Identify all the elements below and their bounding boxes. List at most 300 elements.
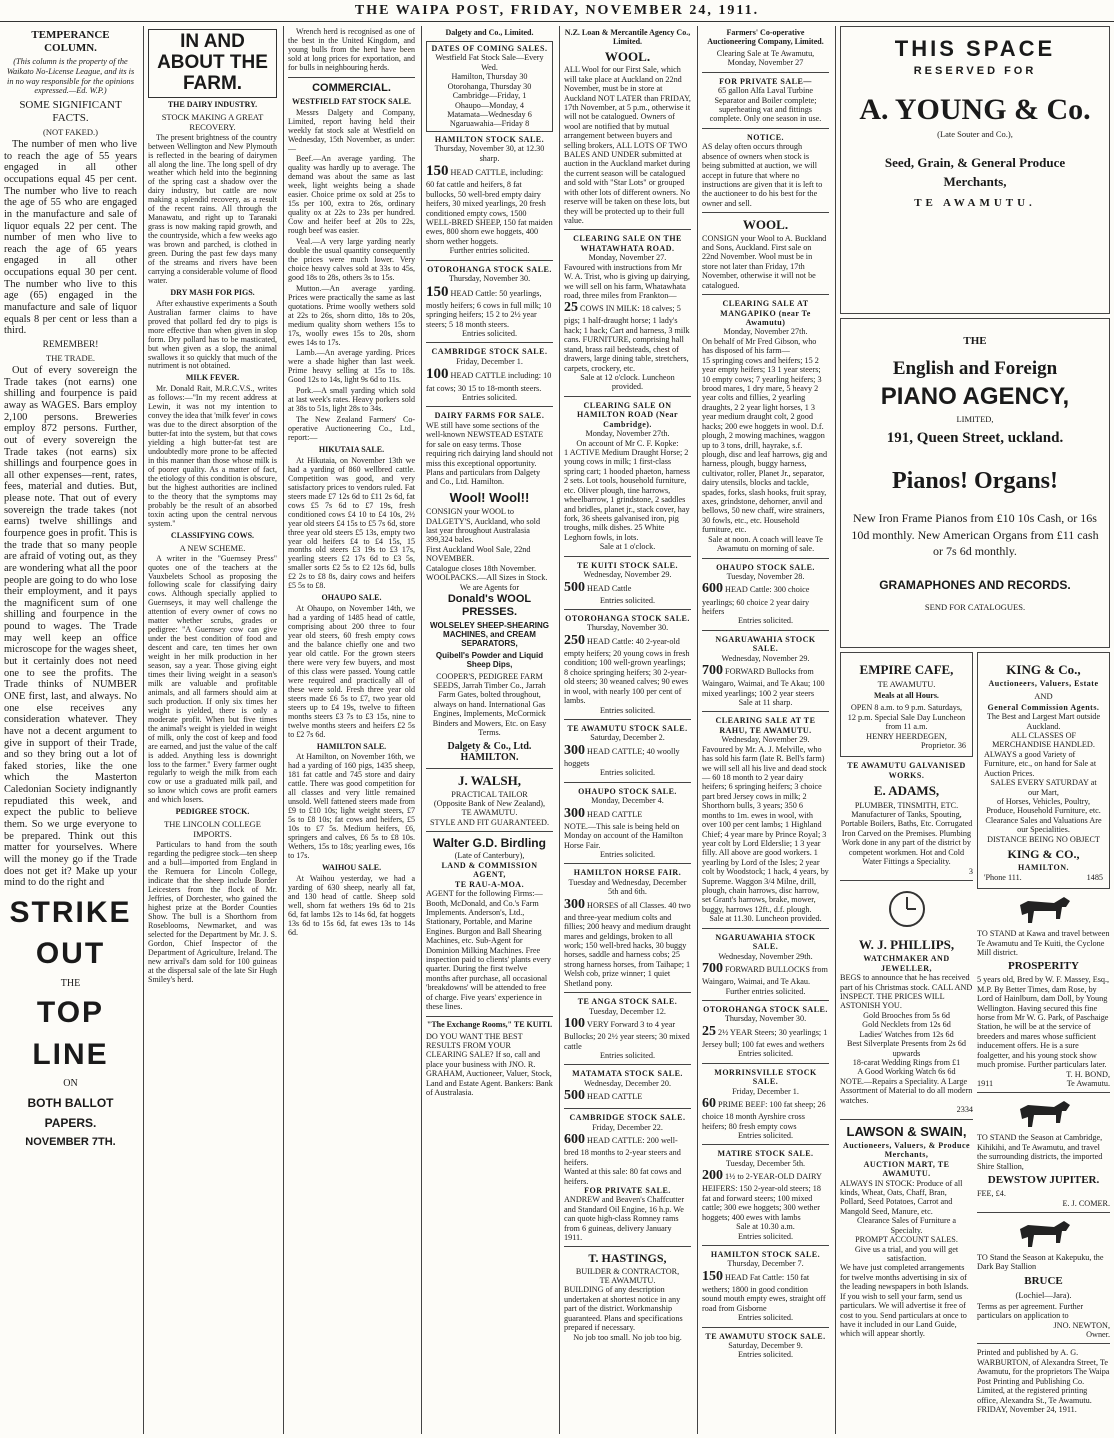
teawa-desc: HEAD CATTLE; 40 woolly hoggets: [564, 746, 680, 768]
lawson-body: ALWAYS IN STOCK: Produce of all kinds, Wheat, Oats, Chaff, Bran, Pollard, Seed Potatoes, Carrot and Mangold Seed, Manure, etc.: [840, 1178, 963, 1216]
f-hamilton-count: 150: [702, 1268, 723, 1284]
strike-word: STRIKE: [9, 895, 132, 929]
classify-subheading: A NEW SCHEME.: [179, 542, 246, 553]
tekuiti-count: 500: [564, 579, 585, 595]
empire-town: TE AWAMUTU.: [877, 679, 936, 690]
teawa-count: 300: [564, 742, 585, 758]
matire-foot: Sale at 10.30 a.m.: [736, 1222, 795, 1232]
whata-heading: CLEARING SALE ON THE WHATAWHATA ROAD.: [573, 234, 682, 253]
whata-date: Monday, November 27.: [588, 253, 667, 263]
remember-heading: REMEMBER!: [42, 339, 99, 350]
tekuiti-date: Wednesday, November 29.: [583, 570, 672, 580]
piano-prices: New Iron Frame Pianos from £10 10s Cash, or 16s 10d monthly. New American Organs from £11 cash or 7s 6d monthly.: [851, 510, 1099, 559]
westfield-line: Westfield Fat Stock Sale—Every Wed.: [435, 53, 544, 72]
king-town: HAMILTON.: [1018, 863, 1069, 873]
prosperity-name: PROSPERITY: [1008, 960, 1079, 973]
phillips-body: BEGS to announce that he has received part of his Christmas stock. CALL AND INSPECT. THE PRICES WILL ASTONISH YOU.: [840, 973, 973, 1011]
hamroad-desc: 1 ACTIVE Medium Draught Horse; 2 young cows in milk; 1 first-class spring cart; 1 hooded phaeton, harness 2 sets. Lot tools, household furniture, etc. Oliver plough, tine harrows, wheelbarrow, 1 grindstone, 2 saddles and bridles, planet jr., stack cover, hay fork, 36 sheets galvanised iron, pig troughs, milk dishes. 25 White Leghorn fowls, in lots.: [564, 448, 690, 542]
pianos-organs: Pianos! Organs!: [891, 468, 1058, 495]
hamroad-date: Monday, November 27th.: [585, 429, 670, 439]
dewstow-name: DEWSTOW JUPITER.: [987, 1174, 1100, 1187]
piano-the: THE: [963, 335, 987, 347]
galv-name: E. ADAMS,: [873, 783, 940, 799]
piano-limited: LIMITED,: [956, 413, 994, 424]
king-clearance: Clearance Sales and Valuations Are our Specialities.: [985, 815, 1102, 835]
sale-date-6: Ngaruawahia—Friday 8: [449, 119, 530, 129]
wool-sale: First Auckland Wool Sale, 22nd NOVEMBER.: [426, 544, 531, 564]
f-ohaupo-heading: OHAUPO STOCK SALE.: [716, 562, 815, 572]
cambridge-sale-desc: HEAD CATTLE including: 10 fat cows; 30 15 to 18-month steers.: [426, 371, 552, 393]
milk-body: Mr. Donald Rait, M.R.C.V.S., writes as follows:—"In my recent address at Lewin, it was not my intention to convey the idea that 'milk fever' in cows was due to the direct absorption of the butter-fat into the system, but that cows yielding a high butter-fat test are undoubtedly more prone to be affected in this manner than those whose milk is of poorer quality. As a matter of fact, the etiology of this condition is obscure, but the highest authorities are inclined to the theory that the symptoms may probably be the result of an absorbed toxin acting upon the central nervous system.": [148, 384, 277, 528]
dip-rest: COOPER'S, PEDIGREE FARM SEEDS, Jarrah Timber Co., Jarrah Farm Gates, bolted throughout, always on hand. International Gas Engines, Implements, McCormick Binders and Mowers, Etc. on Easy Terms.: [432, 671, 547, 738]
f-teawa-date: Saturday, December 9.: [728, 1341, 803, 1350]
quibell-dips: Quibell's Powder and Liquid Sheep Dips,: [435, 650, 544, 669]
ngarua-foot: Sale at 11 sharp.: [738, 698, 793, 708]
facts-subtitle: (NOT FAKED.): [43, 127, 98, 137]
matamata-count: 500: [564, 1088, 585, 1104]
king-always: ALWAYS a good Variety of Furniture, etc., on hand for Sale at Auction Prices.: [984, 749, 1097, 778]
otorohanga-sale-desc: HEAD Cattle: 50 yearlings, mostly heifers; 6 cows in full milk; 10 springing heifers; 15 2 to 2½ year steers; 5 18 month steers.: [426, 288, 552, 329]
king-of: of Horses, Vehicles, Poultry, Produce, Household Furniture, etc.: [986, 797, 1101, 816]
wool-body: CONSIGN your WOOL to DALGETY'S, Auckland, who sold last year throughout Australasia 399,324 bales.: [426, 507, 541, 545]
tekuiti-desc: HEAD Cattle: [587, 583, 632, 593]
otor-heading: OTOROHANGA STOCK SALE.: [565, 614, 690, 624]
king-distance: DISTANCE BEING NO OBJECT: [987, 834, 1100, 844]
empire-ad: [840, 652, 973, 757]
exchange-heading: "The Exchange Rooms," TE KUITI.: [426, 1019, 553, 1029]
mangapiko-foot: Sale at noon. A coach will leave Te Awamutu on morning of sale.: [708, 534, 823, 554]
king-classes: ALL CLASSES OF MERCHANDISE HANDLED.: [992, 731, 1095, 750]
nzloan-wool-heading: WOOL.: [604, 48, 651, 64]
matire-date: Tuesday, December 5th.: [725, 1158, 806, 1168]
phillips-note: NOTE.—Repairs a Speciality. A Large Assortment of Material to do all modern watches.: [840, 1076, 973, 1105]
top-word: TOP: [36, 996, 105, 1030]
trade-body: Out of every sovereign the Trade takes (not earns) one shilling and fourpence is paid away as WAGES. Bars employ 2,100 persons. Breweries employ 872 persons. Further, out of every sovereign the Trade takes (not earns) six shillings and fourpence goes in all other expenses—rent, rates, fees, material and duties. But, please note. That out of every sovereign the trade takes (not earns) twelve shillings and fourpence goes in profit. This is the trade that so many people are afraid of voting out, as they are wondering what all the poor people are going to do who lose their employment, and it pays the magnificent sum of one shilling and fourpence in the pound to wages. The Trade may well keep an office microscope for the wages sheet, but it certainly does not need one to see the profits. The Trade thinks of NUMBER ONE first, last, and always. No one else receives any consideration whatever. They have not a decent argument to give in support of their Trade, and so they bring out a lot of faked stories, like the one which the Masterton Caledonian Society indignantly repudiated this week, and expect the public to believe them. So we urge everyone to be prepared. Think out this matter for yourselves. Where will the money go if the Trade does not get it? Make up your mind to do the right and: [4, 365, 138, 889]
hamilton-body: At Hamilton, on November 16th, we had a yarding of 160 pigs, 1435 sheep, 181 fat cattle and 745 store and dairy cattle. There was good competition for all classes and very little remained unsold. Well fattened steers made from £9 to £10 10s; light weight steers, £7 5s to £8 10s; fat cows and heifers, £5 10s to £7 5s. Medium heifers, £6, springers and calves, £6 5s to £8 10s. Wethers, 15s to 18s; yearling ewes, 16s to 17s.: [288, 752, 415, 860]
birdling-role: LAND & COMMISSION AGENT,: [441, 860, 538, 880]
ballot-line: BOTH BALLOT: [27, 1096, 114, 1110]
mutton-report: Mutton.—An average yarding. Prices were practically the same as last quotations. Prime woolly wethers sold at 22s to 26s, shorn ditto, 18s to 20s, medium quality shorn wethers 15s to 17s, woolly ewes 15s to 20s, shorn ewes 14s to 17s.: [288, 283, 415, 347]
piano-agency-name: English and Foreign: [892, 357, 1058, 379]
otorohanga-sale-foot: Entries solicited.: [461, 329, 518, 339]
horse-fair-count: 300: [564, 896, 585, 912]
otorohanga-sale-heading: OTOROHANGA STOCK SALE.: [427, 264, 552, 274]
prosperity-body: 5 years old, Bred by W. F. Massey, Esq., M.P. By Better Times, dam Rose, by Lord of Hainlburn, dam Doll, by Young Wellington. Having secured this fine horse from Mr W. G. Park, of Paschaige Station, he will be at the service of breeders and mares whose sufficient inducement offers. He is a sure foalgetter, and his young stock show much promise. Further particulars later.: [977, 975, 1110, 1070]
bruce-terms: Terms as per agreement. Further particulars on application to: [977, 1301, 1084, 1321]
pork-report: Pork.—A small yarding which sold at last week's rates. Heavy porkers sold at 38s to 51s, light 28s to 34s.: [288, 386, 415, 414]
hastings-body: BUILDING of any description undertaken at shortest notice in any part of the district. Workmanship guaranteed. Plans and specifications prepared if necessary.: [564, 1285, 683, 1333]
matamata-date: Wednesday, December 20.: [583, 1078, 671, 1088]
cambridge2-count: 600: [564, 1132, 585, 1148]
matire-foot-2: Entries solicited.: [737, 1231, 794, 1241]
king-ad: [977, 652, 1110, 889]
matire-count: 200: [702, 1168, 723, 1184]
veal-report: Veal.—A very large yarding nearly double the usual quantity consequently the prices were much lower. Very choice heavy calves sold at 33s to 45s, good 18s to 28s, others 3s to 15s.: [288, 237, 415, 282]
teawa-heading: TE AWAMUTU STOCK SALE.: [567, 723, 688, 733]
sale-date-1: Hamilton, Thursday 30: [451, 72, 528, 82]
king-sales: SALES EVERY SATURDAY at our Mart,: [990, 778, 1097, 797]
dalgety-heading: Dalgety and Co., Limited.: [445, 28, 534, 37]
otor-date: Thursday, November 30.: [586, 623, 669, 633]
dairy-farms-body: WE still have some sections of the well-known NEWSTEAD ESTATE for sale on easy terms. Those requiring rich dairying land should not miss this exceptional opportunity. Plans and particulars from Dalgety and Co., Ltd. Hamilton.: [426, 420, 553, 487]
hamilton-sale-foot: Further entries solicited.: [449, 246, 530, 256]
otorohanga-sale-date: Thursday, November 30.: [448, 274, 531, 284]
teawa-foot: Entries solicited.: [599, 768, 656, 778]
f-ohaupo-desc: HEAD Cattle: 300 choice yearlings; 60 choice 2 year dairy heifers: [702, 585, 810, 616]
tanga-desc: VERY Forward 3 to 4 year Bullocks; 20 2½ year steers; 30 mixed cattle: [564, 1019, 690, 1051]
empire-num: 36: [957, 740, 966, 750]
mangapiko-date: Monday, November 27th.: [723, 327, 808, 337]
walsh-trade: PRACTICAL TAILOR: [451, 789, 528, 799]
nzloan-wool-body: ALL Wool for our First Sale, which will take place at Auckland on 22nd November, must be in store at Auckland NOT LATER than FRIDAY, 17th November, at 5 p.m., otherwise it will not be catalogued. Owners of wool are notified that by mutual arrangement between buyers and selling brokers, ALL LOTS OF TWO BALES AND UNDER submitted at auction in the Auckland market during the current season will be catalogued and sold with "Star Lots" or grouped with other lots of different owners. No reserve will be taken on these lots, but they will be protected up to their full value.: [564, 65, 691, 225]
f-hamilton-heading: HAMILTON STOCK SALE.: [710, 1249, 821, 1259]
farmers-heading: Farmers' Co-operative Auctioneering Company, Limited.: [707, 28, 824, 46]
dewstow-owner: E. J. COMER.: [1062, 1198, 1110, 1208]
otor-count: 250: [564, 632, 585, 648]
prosperity-year: 1911: [977, 1079, 994, 1089]
f-hamilton-foot: Entries solicited.: [737, 1313, 794, 1323]
ngarua-desc: FORWARD Bullocks from Waingaro, Waimai, and Te Akau; 100 mixed yearlings; 100 2 year steers: [702, 667, 825, 698]
young-late: (Late Souter and Co.),: [937, 129, 1013, 140]
walsh-name: J. WALSH,: [458, 773, 521, 789]
teawa-date: Saturday, December 2.: [590, 733, 665, 743]
tanga-date: Tuesday, December 12.: [589, 1006, 666, 1016]
cambridge2-desc: HEAD CATTLE: 200 well-bred 18 months to 2-year steers and heifers.: [564, 1136, 681, 1167]
otor-foot: Entries solicited.: [599, 705, 656, 715]
dates-heading: DATES OF COMING SALES.: [431, 43, 548, 53]
classify-heading: CLASSIFYING COWS.: [170, 530, 255, 540]
birdling-name: Walter G.D. Birdling: [433, 836, 546, 851]
imprint: Printed and published by A. G. WARBURTON, of Alexandra Street, Te Awamutu, for the proprietors The Waipa Post Printing and Publishing Co. Limited, at the registered printing office, Alexandra St., Te Awamutu. FRIDAY, November 24, 1911.: [977, 1348, 1110, 1414]
phillips-item: 18-carat Wedding Rings from £1: [852, 1057, 961, 1067]
hastings-role: BUILDER & CONTRACTOR,: [575, 1266, 680, 1276]
farmers-clear-teawa: Clearing Sale at Te Awamutu, Monday, November 27: [716, 48, 815, 68]
sale-date-5: Matamata—Wednesday 6: [447, 109, 532, 119]
f-hamilton-date: Thursday, December 7.: [727, 1259, 804, 1269]
young-town: TE AWAMUTU.: [914, 196, 1036, 209]
morrins-desc: PRIME BEEF: 100 fat sheep; 26 choice 18 month Ayrshire cross heifers; 80 fresh empty cows: [702, 1100, 826, 1131]
f-teawa-heading: TE AWAMUTU STOCK SALE.: [705, 1331, 826, 1341]
ohaupo-body: At Ohaupo, on November 14th, we had a yarding of 1485 head of cattle, comprising about 200 three to four year old steers, 60 fresh empty cows and the balance chiefly one and two year old cattle. For the grown steers there were very few buyers, and most of this class were passed. Young cattle were required and practically all of these were sold. Fresh three year old steers made £6 5s to £7, two year old steers up to £4 19s, twelve to fifteen months steers £3 7s to £3 15s, nine to twelve months steers and heifers £2 5s to £2 7s 6d.: [288, 604, 415, 739]
piano-ad: [840, 318, 1110, 648]
morrins-count: 60: [702, 1096, 716, 1112]
facts-title: SOME SIGNIFICANT FACTS.: [19, 99, 122, 125]
mangapiko-heading: CLEARING SALE AT MANGAPIKO (near Te Awamutu): [720, 299, 811, 327]
whata-foot: Sale at 12 o'clock. Luncheon provided.: [580, 373, 675, 392]
waihou-body: At Waihou yesterday, we had a yarding of 630 sheep, nearly all fat, and 130 head of cattle. Sheep sold well, shorn fat wethers 19s 6d to 21s 6d, fat lambs 12s to 14s 6d, fat hoggets 13s 6d to 15s 6d, fat ewes 13s to 14s 6d.: [288, 873, 415, 937]
cambridge-sale-count: 100: [426, 366, 449, 383]
wool-heading: Wool! Wool!!: [449, 489, 530, 505]
sale-date-4: Ohaupo—Monday, 4: [454, 100, 525, 110]
column-farmers: [697, 26, 833, 1434]
farm-heading: IN AND ABOUT THE FARM.: [148, 29, 277, 98]
f-hamilton-desc: HEAD Fat Cattle: 150 fat wethers; 1800 in good condition sound mouth empty ewes, straight off road from Gisborne: [702, 1272, 826, 1313]
young-trade: Seed, Grain, & General Produce: [884, 155, 1066, 171]
left-ads: [840, 652, 973, 1414]
piano-agency: PIANO AGENCY,: [880, 383, 1070, 411]
hamilton-heading: HAMILTON SALE.: [316, 741, 387, 751]
hikutaia-heading: HIKUTAIA SALE.: [318, 445, 385, 454]
westfield-heading: WESTFIELD FAT STOCK SALE.: [292, 96, 411, 106]
tanga-foot: Entries solicited.: [599, 1050, 656, 1060]
young-reserved: RESERVED FOR: [913, 64, 1037, 77]
f-ohaupo-foot: Entries solicited.: [737, 616, 794, 626]
young-ad: [840, 26, 1110, 314]
king-name: KING & Co.,: [1006, 662, 1081, 677]
send-catalogues: SEND FOR CATALOGUES.: [924, 602, 1026, 613]
galv-num: 3: [968, 866, 973, 876]
sale-date-3: Cambridge—Friday, 1: [452, 91, 527, 101]
milk-heading: MILK FEVER.: [185, 373, 240, 383]
woolpacks: WOOLPACKS.—All Sizes in Stock.: [426, 573, 548, 583]
phillips-item: Gold Brooches from 5s 6d: [863, 1010, 950, 1020]
bruce-owner: JNO. NEWTON,: [1053, 1320, 1110, 1330]
hamilton-sale-heading: HAMILTON STOCK SALE.: [434, 134, 545, 144]
f-otor-date: Thursday, November 30.: [724, 1014, 807, 1024]
walsh-addr: (Opposite Bank of New Zealand),: [433, 798, 546, 808]
westfield-body: Messrs Dalgety and Company, Limited, report having held their weekly fat stock sale at Westfield on Wednesday, 15th November, as under:—: [288, 107, 415, 153]
private-sale-heading: FOR PRIVATE SALE.: [584, 1185, 671, 1195]
horse-icon: [1014, 1097, 1074, 1131]
whata-count: 25: [564, 300, 578, 316]
farmers-wool-heading: WOOL.: [742, 217, 789, 233]
farmers-wool-body: CONSIGN your Wool to A. Buckland and Sons, Auckland. First sale on 22nd November. Wool must be in store not later than Friday, 17th November, otherwise it will not be catalogued.: [702, 233, 827, 290]
column-temperance: [0, 26, 141, 1434]
hamilton-sale-count: 150: [426, 163, 449, 180]
galv-body: Manufacturer of Tanks, Spouting, Portable Boilers, Baths, Etc. Corrugated Iron Carved on the Premises. Plumbing Work done in any part of the district by competent workmen. Hot and Cold Water Fittings a Speciality.: [840, 810, 973, 867]
hamroad-heading: CLEARING SALE ON HAMILTON ROAD (Near Cambridge).: [576, 400, 679, 429]
phillips-item: Best Silverplate Presents from 2s 6d upwards: [847, 1039, 966, 1058]
mangapiko-intro: On behalf of Mr Fred Gibson, who has disposed of his farm—: [702, 336, 817, 356]
walsh-town: TE AWAMUTU.: [461, 808, 518, 818]
horse-icon: [1014, 1217, 1074, 1251]
terahu-date: Wednesday, November 29.: [721, 735, 810, 745]
f-otor-count: 25: [702, 1023, 716, 1039]
catalogue-close: Catalogue closes 18th November.: [426, 563, 537, 573]
tekuiti-foot: Entries solicited.: [599, 595, 656, 605]
ngarua2-count: 700: [702, 961, 723, 977]
pedigree-subheading: THE LINCOLN COLLEGE IMPORTS.: [164, 819, 261, 840]
dewstow-fee: FEE, £4.: [977, 1189, 1006, 1199]
empire-owner: HENRY HEERDEGEN,: [866, 731, 947, 741]
sale-date-2: Otorohanga, Thursday 30: [447, 81, 532, 91]
king-num: 1485: [1086, 872, 1103, 882]
f-teawa-foot: Entries solicited.: [737, 1350, 794, 1360]
dairy-body: The present brightness of the country between Wellington and New Plymouth is reflected in the bearing of dairymen all along the line. The long spell of dry weather which held into the beginning of the spring cast a shadow over the dairy industry, but cattle are now making a splendid recovery, as a result of the recent rains. All through the Manawatu, and right up to Taranaki grass is now making rapid growth, and the countryside, which a few weeks ago was brown and parched, is clothed in green. During the past few days many of the streams and rivers have been carrying a considerable volume of flood water.: [148, 132, 277, 285]
cambridge-sale-heading: CAMBRIDGE STOCK SALE.: [431, 347, 548, 357]
bruce-intro: TO Stand the Season at Kakepuku, the Dark Bay Stallion: [977, 1252, 1104, 1272]
commercial-heading: COMMERCIAL.: [312, 81, 391, 94]
young-space: THIS SPACE: [894, 36, 1056, 61]
prosperity-town: Te Awamutu.: [1066, 1079, 1110, 1089]
lawson-clear: Clearance Sales of Furniture a Specialty.: [856, 1216, 957, 1235]
nzloan-heading: N.Z. Loan & Mercantile Agency Co., Limited.: [564, 28, 691, 46]
hamilton-sale-date: Thursday, November 30, at 12.30 sharp.: [434, 144, 545, 163]
ngarua2-desc: FORWARD BULLOCKS from Waingaro, Waimai, and Te Akau.: [702, 965, 828, 987]
pedigree-heading: PEDIGREE STOCK.: [175, 807, 250, 817]
king-and: AND: [1034, 690, 1053, 701]
young-name: A. YOUNG & Co.: [859, 92, 1091, 126]
king-phone: 'Phone 111.: [984, 872, 1022, 882]
right-ads: [977, 652, 1110, 1414]
f-otor-desc: 2½ YEAR Steers; 30 yearlings; 1 Jersey bull; 100 fat ewes and wethers: [702, 1027, 828, 1049]
wrench-paragraph: Wrench herd is recognised as one of the best in the United Kingdom, and young bulls from the herd have been sold at long prices for exportation, and for bulls in neighbouring herds.: [288, 27, 415, 72]
cambridge2-heading: CAMBRIDGE STOCK SALE.: [569, 1113, 686, 1123]
mash-body: After exhaustive experiments a South Australian farmer claims to have proved that pollard fed dry to pigs is more effective than when given in slop form. Dry pollard has to be masticated, but when given as a slop, the animal swallows it so quickly that much of the nutriment is not obtained.: [148, 298, 277, 371]
column-nzloan: [559, 26, 695, 1434]
clock-icon: [887, 889, 927, 929]
lawson-prompt: PROMPT ACCOUNT SALES.: [855, 1235, 958, 1245]
exchange-body: DO YOU WANT THE BEST RESULTS FROM YOUR CLEARING SALE? If so, call and place your business with JNO. R. GRAHAM, Auctioneer, Valuer, Stock, Land and Estate Agent. Bankers: Bank of Australasia.: [426, 1031, 553, 1098]
prosperity-owner: T. H. BOND,: [1066, 1069, 1110, 1079]
farmers-private-body: 65 gallon Alfa Laval Turbine Separator and Boiler complete; superheating vat and fittings complete. Only one season in use.: [709, 86, 822, 124]
lawson-role: Auctioneers, Valuers, & Produce Merchants,: [842, 1140, 971, 1160]
out-word: OUT: [35, 937, 106, 971]
hamroad-intro: On account of Mr C. F. Kopke:: [576, 438, 679, 448]
ohaupo-desc: HEAD CATTLE: [587, 809, 643, 819]
phillips-item: A Good Working Watch 6s 6d: [857, 1067, 956, 1077]
beef-report: Beef.—An average yarding. The quality was hardly up to average. The demand was about the same as last week, light weights being a shade easier. Choice prime ox sold at 25s to 15s per 100, extra to 26s, ordinary quality ox at 22s to 23s per hundred. Cow and heifer beef at 20s to 22s, rough beef was easier.: [288, 154, 415, 236]
column-ads: [835, 26, 1114, 1434]
ngarua2-date: Wednesday, November 29th.: [718, 951, 813, 961]
column-farm: [143, 26, 281, 1434]
lamb-report: Lamb.—An average yarding. Prices were a shade higher than last week. Prime heavy selling at 15s to 18s. Good 12s to 14s, light 9s 6d to 11s.: [288, 348, 415, 385]
hastings-town: TE AWAMUTU.: [599, 1276, 656, 1286]
f-otor-heading: OTOROHANGA STOCK SALE.: [703, 1004, 828, 1014]
farmers-private-heading: FOR PRIVATE SALE—: [719, 76, 812, 86]
on-word: ON: [63, 1078, 78, 1090]
classify-body: A writer in the "Guernsey Press" quotes one of the teachers at the Vauxbelets School as proposing the following scale for classifying dairy cows. Although specially applied to Guernseys, it may well challenge the attention of every owner of cows no matter whether scrubs, grades or pedigree: "A Guernsey cow can give under the best condition of food and descent and care, ten times her own weight in her milk production in her season, say a year. Those giving eight times their living weight in a season's milk are valuable and profitable animals, and all farmers should aim at such production. If only six times her weight is yielded, there is only a moderate profit. When but five times the animal's weight is yielded in weight of milk, only the cost of keep and food are earned, and just the value of the calf is added. Anything less is downright loss to the farmer." Every farmer ought regularly to weigh the milk from each cow or use a graduated milk pail, and so know which cows are profit earners and which losers.: [148, 553, 277, 805]
terahu-heading: CLEARING SALE AT TE RAHU, TE AWAMUTU.: [715, 716, 816, 735]
phillips-item: Ladies' Watches from 12s 6d: [859, 1029, 954, 1039]
nzfarmers-report: The New Zealand Farmers' Co-operative Auctioneering Co., Ltd., report:—: [288, 415, 415, 443]
phillips-name: W. J. PHILLIPS,: [858, 936, 955, 952]
farmers-notice-heading: NOTICE.: [746, 132, 785, 142]
trade-heading: THE TRADE.: [46, 353, 95, 363]
empire-meals: Meals at all Hours.: [874, 691, 939, 701]
column-dalgety: [421, 26, 557, 1434]
line-word: LINE: [32, 1037, 109, 1071]
dewstow-intro: TO STAND the Season at Cambridge, Kihikihi, and Te Awamutu, and travel the surrounding districts, the imported Shire Stallion,: [977, 1133, 1103, 1171]
date-line: NOVEMBER 7TH.: [25, 1136, 116, 1149]
tanga-count: 100: [564, 1015, 585, 1031]
cambridge-sale-foot: Entries solicited.: [461, 393, 518, 402]
temperance-heading: TEMPERANCE COLUMN.: [31, 29, 110, 54]
morrins-date: Friday, December 1.: [732, 1086, 799, 1096]
horse-icon: [1014, 893, 1074, 927]
ngarua2-foot: Further entries solicited.: [725, 986, 806, 996]
hastings-name: T. HASTINGS,: [588, 1251, 667, 1266]
birdling-late: (Late of Canterbury),: [454, 851, 525, 861]
empire-body: OPEN 8 a.m. to 9 p.m. Saturdays, 12 p.m. Special Sale Day Luncheon from 11 a.m.: [847, 703, 966, 732]
king-name2: KING & CO.,: [1007, 847, 1080, 862]
mash-heading: DRY MASH FOR PIGS.: [170, 287, 255, 297]
piano-address: 191, Queen Street, uckland.: [886, 429, 1064, 446]
f-ohaupo-count: 600: [702, 581, 723, 597]
terahu-foot: Sale at 11.30. Luncheon provided.: [709, 914, 822, 924]
horse-fair-heading: HAMILTON HORSE FAIR.: [573, 868, 682, 878]
ohaupo-heading: OHAUPO STOCK SALE.: [578, 786, 677, 796]
f-ohaupo-date: Tuesday, November 28.: [726, 572, 805, 581]
dairy-farms-heading: DAIRY FARMS FOR SALE.: [434, 411, 545, 421]
agents-for: We are Agents for: [459, 582, 520, 592]
ngarua2-heading: NGARUAWAHIA STOCK SALE.: [715, 932, 816, 952]
whata-intro: Favoured with instructions from Mr W. A. Trist, who is giving up dairying, we will sell on his farm, Whatawhata road, three miles from Frankton—: [564, 262, 690, 300]
private-sale-body: ANDREW and Beaven's Chaffcutter and Standard Oil Engine, 16 h.p. We can quote high-class Romney rams from 6 guineas, delivery January 1911.: [564, 1195, 685, 1243]
wolseley-machines: WOLSELEY SHEEP-SHEARING MACHINES, and CREAM SEPARATORS,: [430, 620, 549, 648]
donald-presses: Donald's WOOL PRESSES.: [447, 592, 532, 618]
matire-desc: 1½ to 2-YEAR-OLD DAIRY HEIFERS: 150 2-year-old steers; 18 fat and forward steers; 100 mixed cattle; 300 ewe hoggets; 300 wether hoggets; 400 ewes with lambs: [702, 1172, 822, 1222]
morrins-foot: Entries solicited.: [737, 1131, 794, 1141]
matamata-desc: HEAD CATTLE: [587, 1092, 643, 1102]
young-trade2: Merchants,: [943, 173, 1007, 189]
hikutaia-body: At Hikutaia, on November 13th we had a yarding of 860 wellbred cattle. Competition was good, and very satisfactory prices to vendors ruled. Fat steers made £7 12s 6d to £11 2s 6d, fat cows £5 7s 6d to £7 19s, fresh conditioned cows £4 10 to £4 10s, 2½ year old steers £4 15s to £5 7s 6d, store three year old steers £5 13s, empty two year old heifers £4 to £4 15s, 15 months old steers £3 19s to £3 17s, yearling steers £2 17s 6d to £3 5s, smaller sorts £2 5s to £2 12s 6d, bulls £2 2s to £8 8s, dairy cows and heifers £5 5s to £8.: [288, 455, 415, 591]
pedigree-body: Particulars to hand from the south regarding the pedigree stock—ten sheep and a bull—imported from England in the Remuera for Lincoln College, indicate that the sheep include Border Leicesters from the flock of Mr. Jeffries, of Dorchester, who gained the highest prize at the Border Counties Show. The bull is a Shorthorn from Roseblooms, Newmarket, and was selected for the Department by Mr. J. S. Gordon, Chief Inspector of the Department of Agriculture, Ireland. The new arrival's dam sold for 100 guineas at the dispersal sale of the late Sir Hugh Smiley's herd.: [148, 840, 277, 984]
dalgety-footer: Dalgety & Co., Ltd. HAMILTON.: [447, 740, 532, 764]
galv-trade: PLUMBER, TINSMITH, ETC.: [854, 800, 959, 810]
birdling-body: AGENT for the following Firms:— Booth, McDonald, and Co.'s Farm Implements. Anderson's, Ltd., Stationary, Portable, and Marine Engines. Burgon and Ball Shearing Machines, etc. Sub-Agent for Dominion Milking Machines. Free inspection paid to clients' plants every quarter. During the first twelve months after purchase, all occasional 'breakdowns' will be attended to free of charge. Five years' experience in these lines.: [426, 889, 551, 1012]
lawson-body2: We have just completed arrangements for twelve months advertising in six of the leading newspapers in both Islands. If you wish to sell your farm, send us particulars. We will advertise it free of cost to you. Send particulars at once to have it included in our Land Guide, which will appear shortly.: [840, 1263, 969, 1339]
ngarua-date: Wednesday, November 29.: [721, 653, 810, 663]
f-otor-foot: Entries solicited.: [737, 1049, 794, 1059]
facts-body: The number of men who live to reach the age of 55 years engaged in all other occupations equal 45 per cent. The number who live to reach the age of 55 who are engaged in the manufacture and sale of liquor equals 22 per cent. The number of men who live to reach the age of 65 years engaged in all other occupations equal 30 per cent. The number who live to this age (65) engaged in the manufacture and sale of liquor equals 8 per cent or less than a third.: [4, 139, 137, 337]
prosperity-intro: TO STAND at Kawa and travel between Te Awamutu and Te Kuiti, the Cyclone Mill district.: [977, 929, 1110, 957]
cambridge2-date: Friday, December 22.: [592, 1122, 663, 1132]
cambridge2-note: Wanted at this sale: 80 fat cows and heifers.: [564, 1167, 682, 1186]
birdling-town: TE RAU-A-MOA.: [454, 879, 525, 889]
hastings-foot: No job too small. No job too big.: [573, 1332, 682, 1342]
phillips-item: Gold Necklets from 12s 6d: [862, 1020, 951, 1030]
lawson-trial: Give us a trial, and you will get satisfaction.: [854, 1244, 959, 1263]
cambridge-sale-date: Friday, December 1.: [456, 356, 523, 366]
horse-fair-desc: HORSES of all Classes. 40 two and three-year medium colts and fillies; 200 heavy and medium draught mares and geldings, broken to all work; 150 well-bred hacks, 30 buggy horses, saddle and harness cobs; 25 strong harness horses, from Taihape; 1 Welsh cob, prize winner; 1 quiet Shetland pony.: [564, 900, 691, 988]
hamilton-sale-desc: HEAD CATTLE, including: 60 fat cattle and heifers, 8 fat bullocks, 50 well-bred empty dairy heifers, 30 mixed yearlings, 20 fresh conditioned empty cows, 1500 WELL-BRED SHEEP, 150 fat maiden ewes, 800 shorn ewe hoggets, 400 shorn wether hoggets.: [426, 168, 553, 246]
phillips-num: 2334: [956, 1105, 973, 1115]
ohaupo-date: Monday, December 4.: [591, 796, 664, 806]
dairy-subheading: STOCK MAKING A GREAT RECOVERY.: [161, 111, 264, 132]
empire-name: EMPIRE CAFE,: [859, 662, 954, 677]
bruce-sub: (Lochiel—Jara).: [1015, 1289, 1072, 1300]
mangapiko-desc: 15 springing cows and heifers; 15 2 year empty heifers; 13 1 year steers; 10 empty cows; 7 yearling heifers; 3 brood mares, 1 dry mare, 5 heavy 2 year colts and fillies, 2 yearling draughts, 2 2 year light horses, 1 3 year medium draught colt, 2 good hacks; 200 ewe hoggets in wool. D.f. plough, 2 mowing machines, waggon up to 3 tons, drill, hayrake, s.f. plough, disc and leaf harrows, gig and harness, plough, buggy harness, cultivator, roller, Planet Jr., separator, dairy utensils, blocks and tackle, spades, forks, slash hooks, fruit spray, axes, grindstone, dehorner, anvil and bellows, 50 new chaff, wire strainers, 30 fowls, etc., etc. Household furniture, etc.: [702, 355, 828, 535]
lawson-mart: AUCTION MART, TE AWAMUTU.: [863, 1159, 950, 1179]
ngarua-heading: NGARUAWAHIA STOCK SALE.: [715, 634, 816, 654]
matire-heading: MATIRE STOCK SALE.: [717, 1149, 814, 1159]
bruce-name: BRUCE: [1024, 1274, 1063, 1287]
ohaupo-count: 300: [564, 805, 585, 821]
king-role2: General Commission Agents.: [987, 702, 1100, 712]
king-role: Auctioneers, Valuers, Estate: [988, 679, 1099, 689]
terahu-desc: Favoured by Mr. A. J. Melville, who has sold his farm (late R. Bell's farm) we will sell all his live and dead stock— 60 18 month to 2 year dairy heifers; 6 springing heifers; 3 choice part bred Jersey cows in milk; 2 Shorthorn bulls, 3 years; 350 6 months to 1m. ewes in wool, with over 100 per cent lambs; 1 Highland Chief; 4 year mare by Prince Royal; 3 year colt by Lord Elderslie; 1 3 year filly. All above are good workers. 1 yearling by Lord of the Isles; 2 year colt by Woodstock; 1 hack, 4 years, by Supreme. Waggon 3/4 Milne, drill, plough, chain harrows, disc harrow, set Grant's harrows, brake, mower, buggy, harrows 12ft., d.f. plough.: [702, 744, 829, 914]
tekuiti-heading: TE KUITI STOCK SALE.: [577, 560, 678, 570]
matamata-heading: MATAMATA STOCK SALE.: [572, 1069, 683, 1079]
walsh-tagline: STYLE AND FIT GUARANTEED.: [429, 817, 550, 827]
morrins-heading: MORRINSVILLE STOCK SALE.: [714, 1067, 817, 1087]
gramophones: GRAMAPHONES AND RECORDS.: [879, 578, 1071, 593]
papers-line: PAPERS.: [44, 1116, 97, 1131]
dairy-heading: THE DAIRY INDUSTRY.: [167, 99, 258, 109]
otorohanga-sale-count: 150: [426, 283, 449, 300]
whata-desc: COWS IN MILK: 18 calves; 5 pigs; 1 half-draught horse; 1 lady's hack; 1 hack; Cart and harness, 3 milk cans. FURNITURE, comprising hall stand, brass rail bedsteads, chest of drawers, large dining table, stretchers, carpets, crockery, etc.: [564, 304, 690, 373]
temperance-note: (This column is the property of the Waikato No-License League, and its is in no way responsible for the opinions expressed.—Ed. W.P.): [6, 56, 135, 96]
phillips-trade: WATCHMAKER AND JEWELLER,: [863, 954, 950, 973]
ohaupo-foot: Entries solicited.: [599, 849, 656, 859]
ngarua-count: 700: [702, 663, 723, 679]
masthead: THE WAIPA POST, FRIDAY, NOVEMBER 24, 1911.: [0, 0, 1114, 22]
galv-heading: TE AWAMUTU GALVANISED WORKS.: [847, 761, 966, 780]
column-commercial: [283, 26, 419, 1434]
bruce-role: Owner.: [1086, 1330, 1110, 1340]
tanga-heading: TE ANGA STOCK SALE.: [577, 997, 678, 1007]
